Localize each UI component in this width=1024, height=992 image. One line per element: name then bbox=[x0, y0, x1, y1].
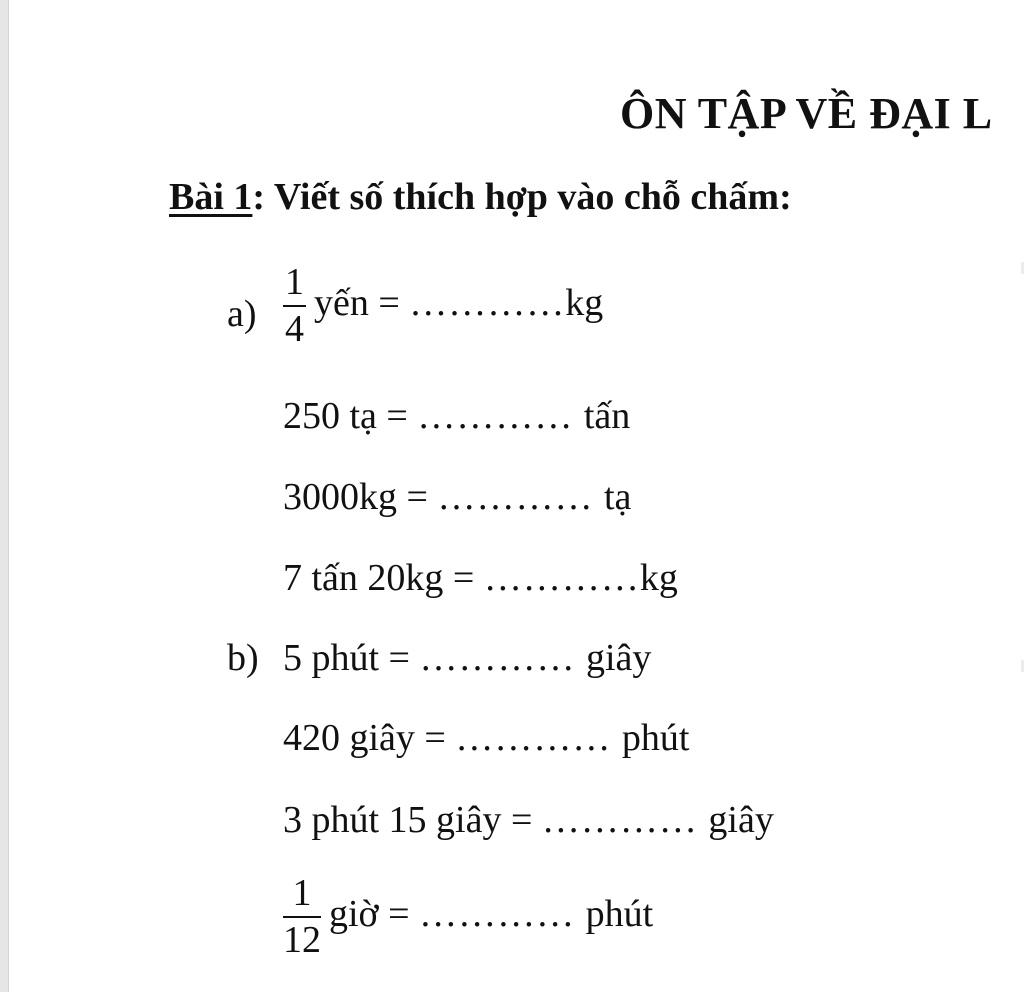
unit: giây bbox=[708, 799, 774, 841]
fraction-denominator: 4 bbox=[285, 308, 304, 351]
answer-blank[interactable]: ………… bbox=[437, 476, 604, 518]
expression-left: 250 tạ = bbox=[283, 395, 408, 437]
answer-blank[interactable]: ………… bbox=[417, 395, 584, 437]
answer-blank[interactable]: ………… bbox=[419, 892, 586, 935]
unit: giây bbox=[586, 637, 652, 679]
fraction-numerator: 1 bbox=[283, 262, 306, 307]
expression-left: 3 phút 15 giây = bbox=[283, 799, 533, 841]
page-margin-edge bbox=[0, 0, 9, 992]
unit: tấn bbox=[583, 395, 631, 437]
answer-blank[interactable]: ………… bbox=[455, 717, 622, 759]
exercise-instruction: : Viết số thích hợp vào chỗ chấm: bbox=[252, 176, 792, 218]
answer-blank[interactable]: ………… bbox=[541, 799, 709, 841]
fraction-one-twelfth bbox=[283, 873, 321, 961]
exercise-line bbox=[283, 559, 678, 597]
page-title: ÔN TẬP VỀ ĐẠI L bbox=[620, 89, 993, 138]
exercise-heading bbox=[169, 175, 792, 219]
expression-left: 3000kg = bbox=[283, 476, 428, 518]
answer-blank[interactable]: ………… bbox=[483, 557, 640, 599]
exercise-line bbox=[283, 873, 653, 961]
answer-blank[interactable]: ………… bbox=[409, 281, 566, 324]
unit: tạ bbox=[603, 476, 632, 518]
expression-left: giờ = bbox=[329, 892, 410, 935]
expression-left: 5 phút = bbox=[283, 637, 410, 679]
exercise-line bbox=[283, 478, 631, 516]
unit: kg bbox=[565, 281, 604, 324]
part-b-label: b) bbox=[227, 637, 259, 679]
exercise-line bbox=[283, 639, 651, 677]
exercise-line bbox=[283, 719, 689, 757]
fraction-one-quarter bbox=[283, 262, 306, 350]
answer-blank[interactable]: ………… bbox=[419, 637, 586, 679]
document-page bbox=[9, 0, 1024, 992]
expression-left: 420 giây = bbox=[283, 717, 446, 759]
exercise-line bbox=[283, 801, 774, 839]
exercise-line bbox=[283, 262, 603, 350]
expression-left: yến = bbox=[314, 281, 400, 324]
unit: kg bbox=[639, 557, 678, 599]
fraction-numerator: 1 bbox=[283, 873, 321, 918]
exercise-number: Bài 1 bbox=[169, 176, 253, 218]
unit: phút bbox=[621, 717, 690, 759]
fraction-denominator: 12 bbox=[283, 919, 321, 962]
exercise-line bbox=[283, 397, 630, 435]
expression-left: 7 tấn 20kg = bbox=[283, 557, 475, 599]
part-a-label: a) bbox=[227, 293, 257, 335]
unit: phút bbox=[585, 892, 654, 935]
